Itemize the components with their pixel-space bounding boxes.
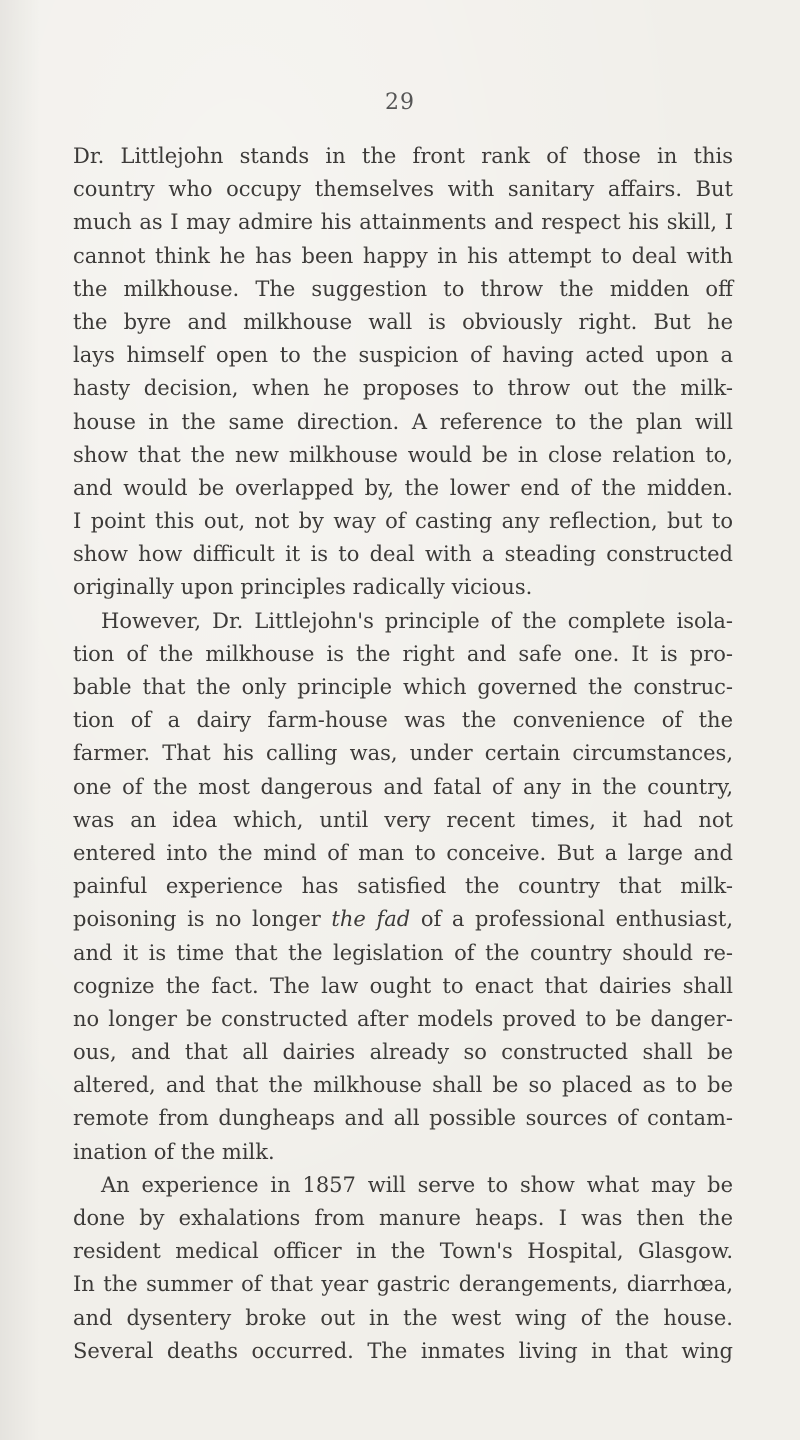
text-line: Dr. Littlejohn stands in the front rank of those in this bbox=[73, 144, 733, 168]
text-line: and would be overlapped by, the lower end of the midden. bbox=[73, 475, 733, 500]
text-line: was an idea which, until very recent times, it had not bbox=[73, 807, 733, 832]
page-edge-shadow bbox=[0, 0, 40, 1440]
text-line: However, Dr. Littlejohn's principle of the complete isola- bbox=[101, 608, 733, 633]
page-number: 29 bbox=[385, 90, 415, 115]
text-line: farmer. That his calling was, under certain circumstances, bbox=[73, 741, 733, 766]
text-line: originally upon principles radically vicious. bbox=[73, 575, 533, 600]
italic-phrase: the fad bbox=[331, 907, 411, 932]
text-line: the byre and milkhouse wall is obviously right. But he bbox=[73, 309, 733, 334]
text-line: and it is time that the legislation of the country should re- bbox=[73, 940, 733, 965]
text-line: show that the new milkhouse would be in close relation to, bbox=[73, 442, 733, 467]
text-line: tion of the milkhouse is the right and safe one. It is pro- bbox=[73, 641, 733, 666]
text-line: poisoning is no longer the fad of a professional enthusiast, bbox=[73, 907, 733, 932]
text-line: no longer be constructed after models proved to be danger- bbox=[73, 1006, 733, 1031]
text-line: tion of a dairy farm-house was the convenience of the bbox=[73, 708, 733, 733]
text-line: hasty decision, when he proposes to throw out the milk- bbox=[73, 376, 733, 401]
text-line: and dysentery broke out in the west wing of the house. bbox=[73, 1305, 733, 1330]
text-line: show how difficult it is to deal with a steading constructed bbox=[73, 542, 733, 567]
text-line: the milkhouse. The suggestion to throw the midden off bbox=[73, 276, 733, 301]
text-line: resident medical officer in the Town's Hospital, Glasgow. bbox=[73, 1239, 733, 1264]
text-line: altered, and that the milkhouse shall be so placed as to be bbox=[73, 1073, 733, 1098]
text-line: entered into the mind of man to conceive. But a large and bbox=[73, 840, 733, 865]
text-line: lays himself open to the suspicion of having acted upon a bbox=[73, 343, 733, 368]
text-line: painful experience has satisfied the country that milk- bbox=[73, 874, 733, 899]
text-line: cannot think he has been happy in his attempt to deal with bbox=[73, 243, 733, 268]
text-line: cognize the fact. The law ought to enact that dairies shall bbox=[73, 973, 733, 998]
text-line: In the summer of that year gastric derangements, diarrhœa, bbox=[73, 1272, 733, 1297]
text-line: country who occupy themselves with sanitary affairs. But bbox=[73, 177, 733, 202]
text-line: Several deaths occurred. The inmates living in that wing bbox=[73, 1338, 733, 1363]
text-line: bable that the only principle which governed the construc- bbox=[73, 675, 733, 699]
text-line: done by exhalations from manure heaps. I was then the bbox=[73, 1206, 733, 1230]
text-line: ous, and that all dairies already so constructed shall be bbox=[73, 1040, 733, 1065]
text-line: house in the same direction. A reference to the plan will bbox=[73, 409, 733, 434]
text-line: much as I may admire his attainments and respect his skill, I bbox=[73, 210, 733, 235]
text-line: remote from dungheaps and all possible sources of contam- bbox=[73, 1106, 733, 1131]
text-line: one of the most dangerous and fatal of any in the country, bbox=[73, 774, 733, 799]
body-text bbox=[73, 140, 733, 1368]
text-line: ination of the milk. bbox=[73, 1139, 275, 1164]
text-line: An experience in 1857 will serve to show what may be bbox=[101, 1172, 733, 1197]
text-line: I point this out, not by way of casting any reflection, but to bbox=[73, 509, 733, 534]
